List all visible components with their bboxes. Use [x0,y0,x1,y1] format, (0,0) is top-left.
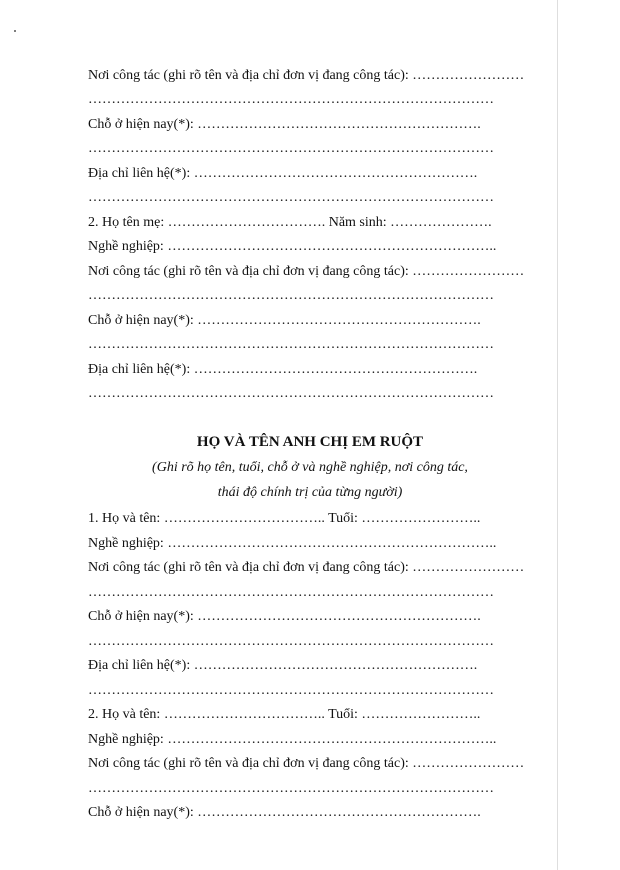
sibling1-workplace-continuation[interactable]: …………………………………………………………………………… [88,585,494,600]
father-workplace-field[interactable]: Nơi công tác (ghi rõ tên và địa chỉ đơn vị đang công tác): …………………… [88,68,525,83]
siblings-section-title: HỌ VÀ TÊN ANH CHỊ EM RUỘT [196,434,424,450]
scan-speck [14,30,16,32]
sibling2-workplace-field[interactable]: Nơi công tác (ghi rõ tên và địa chỉ đơn vị đang công tác): …………………… [88,756,525,771]
sibling2-occupation-field[interactable]: Nghề nghiệp: …………………………………………………………….. [88,732,497,747]
sibling1-workplace-field[interactable]: Nơi công tác (ghi rõ tên và địa chỉ đơn vị đang công tác): …………………… [88,560,525,575]
mother-workplace-continuation[interactable]: …………………………………………………………………………… [88,288,494,303]
sibling2-name-field[interactable]: 2. Họ và tên: …………………………….. Tuổi: …………………….. [88,707,481,722]
mother-contact-continuation[interactable]: …………………………………………………………………………… [88,386,494,401]
mother-occupation-field[interactable]: Nghề nghiệp: …………………………………………………………….. [88,239,497,254]
sibling1-contact-field[interactable]: Địa chỉ liên hệ(*): ……………………………………………………. [88,658,478,673]
mother-contact-field[interactable]: Địa chỉ liên hệ(*): ……………………………………………………. [88,362,478,377]
father-contact-continuation[interactable]: …………………………………………………………………………… [88,190,494,205]
sibling2-workplace-continuation[interactable]: …………………………………………………………………………… [88,781,494,796]
siblings-section-instruction-2: thái độ chính trị của từng người) [217,485,403,500]
siblings-section-instruction-1: (Ghi rõ họ tên, tuổi, chỗ ở và nghề nghiệp, nơi công tác, [152,460,468,475]
mother-residence-continuation[interactable]: …………………………………………………………………………… [88,337,494,352]
father-residence-field[interactable]: Chỗ ở hiện nay(*): ……………………………………………………. [88,117,481,132]
mother-workplace-field[interactable]: Nơi công tác (ghi rõ tên và địa chỉ đơn vị đang công tác): …………………… [88,264,525,279]
sibling2-residence-field[interactable]: Chỗ ở hiện nay(*): ……………………………………………………. [88,805,481,820]
mother-residence-field[interactable]: Chỗ ở hiện nay(*): ……………………………………………………. [88,313,481,328]
sibling1-residence-continuation[interactable]: …………………………………………………………………………… [88,634,494,649]
mother-name-field[interactable]: 2. Họ tên mẹ: ……………………………. Năm sinh: …………………. [88,215,492,230]
sibling1-contact-continuation[interactable]: …………………………………………………………………………… [88,683,494,698]
father-residence-continuation[interactable]: …………………………………………………………………………… [88,141,494,156]
sibling1-name-field[interactable]: 1. Họ và tên: …………………………….. Tuổi: …………………….. [88,511,481,526]
father-contact-field[interactable]: Địa chỉ liên hệ(*): ……………………………………………………. [88,166,478,181]
sibling1-residence-field[interactable]: Chỗ ở hiện nay(*): ……………………………………………………. [88,609,481,624]
father-workplace-continuation[interactable]: …………………………………………………………………………… [88,92,494,107]
sibling1-occupation-field[interactable]: Nghề nghiệp: …………………………………………………………….. [88,536,497,551]
